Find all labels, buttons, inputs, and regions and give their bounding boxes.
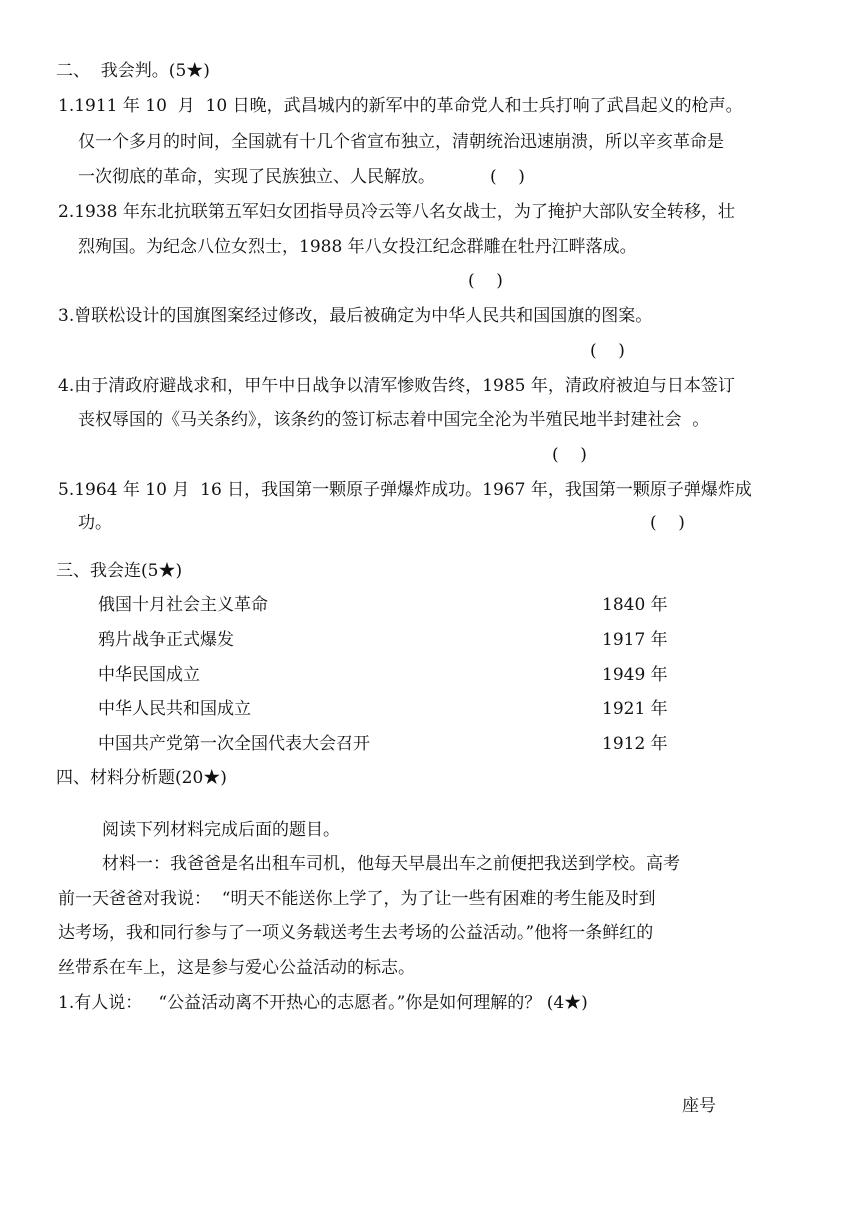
match-year-1: 1840 年 — [602, 595, 668, 615]
question-1-line-2: 仅一个多月的时间，全国就有十几个省宣布独立，清朝统治迅速崩溃，所以辛亥革命是 — [78, 132, 724, 152]
question-1-line-3: 一次彻底的革命，实现了民族独立、人民解放。 — [78, 167, 435, 187]
match-year-5: 1912 年 — [602, 734, 668, 754]
reading-instruction: 阅读下列材料完成后面的题目。 — [102, 820, 340, 840]
match-event-2: 鸦片战争正式爆发 — [98, 630, 234, 650]
question-5-line-2: 功。 — [78, 513, 112, 533]
match-event-4: 中华人民共和国成立 — [98, 699, 251, 719]
match-event-5: 中国共产党第一次全国代表大会召开 — [98, 734, 370, 754]
match-year-4: 1921 年 — [602, 699, 668, 719]
question-4-line-2: 丧权辱国的《马关条约》，该条约的签订标志着中国完全沦为半殖民地半封建社会 。 — [78, 410, 710, 430]
match-event-3: 中华民国成立 — [98, 665, 200, 685]
material-1-line-4: 丝带系在车上，这是参与爱心公益活动的标志。 — [58, 958, 415, 978]
material-1-line-2: 前一天爸爸对我说： “明天不能送你上学了，为了让一些有困难的考生能及时到 — [58, 889, 656, 909]
material-1-line-3: 达考场，我和同行参与了一项义务载送考生去考场的公益活动。”他将一条鲜红的 — [58, 923, 654, 943]
section-4-heading: 四、材料分析题(20★) — [56, 768, 227, 788]
answer-blank-4: ( ) — [552, 445, 587, 465]
match-event-1: 俄国十月社会主义革命 — [98, 595, 268, 615]
answer-blank-5: ( ) — [650, 513, 685, 533]
question-3-line-1: 3.曾联松设计的国旗图案经过修改，最后被确定为中华人民共和国国旗的图案。 — [58, 306, 653, 326]
question-5-line-1: 5.1964 年 10 月 16 日，我国第一颗原子弹爆炸成功。1967 年，我国第一颗原子弹爆炸成 — [58, 480, 752, 500]
seat-number-label: 座号 — [682, 1096, 716, 1116]
section-3-heading: 三、我会连(5★) — [56, 561, 183, 581]
analysis-question-1: 1.有人说： “公益活动离不开热心的志愿者。”你是如何理解的？ (4★) — [58, 993, 588, 1013]
material-1-line-1: 材料一：我爸爸是名出租车司机，他每天早晨出车之前便把我送到学校。高考 — [102, 854, 680, 874]
question-2-line-1: 2.1938 年东北抗联第五军妇女团指导员冷云等八名女战士，为了掩护大部队安全转移，壮 — [58, 202, 735, 222]
section-2-heading: 二、 我会判。(5★) — [56, 61, 210, 81]
question-1-line-1: 1.1911 年 10 月 10 日晚，武昌城内的新军中的革命党人和士兵打响了武昌起义的枪声。 — [58, 96, 743, 116]
match-year-2: 1917 年 — [602, 630, 668, 650]
answer-blank-3: ( ) — [590, 341, 625, 361]
answer-blank-1: ( ) — [490, 167, 525, 187]
answer-blank-2: ( ) — [468, 271, 503, 291]
question-2-line-2: 烈殉国。为纪念八位女烈士，1988 年八女投江纪念群雕在牡丹江畔落成。 — [78, 237, 637, 257]
question-4-line-1: 4.由于清政府避战求和，甲午中日战争以清军惨败告终，1985 年，清政府被迫与日本签订 — [58, 376, 735, 396]
match-year-3: 1949 年 — [602, 665, 668, 685]
